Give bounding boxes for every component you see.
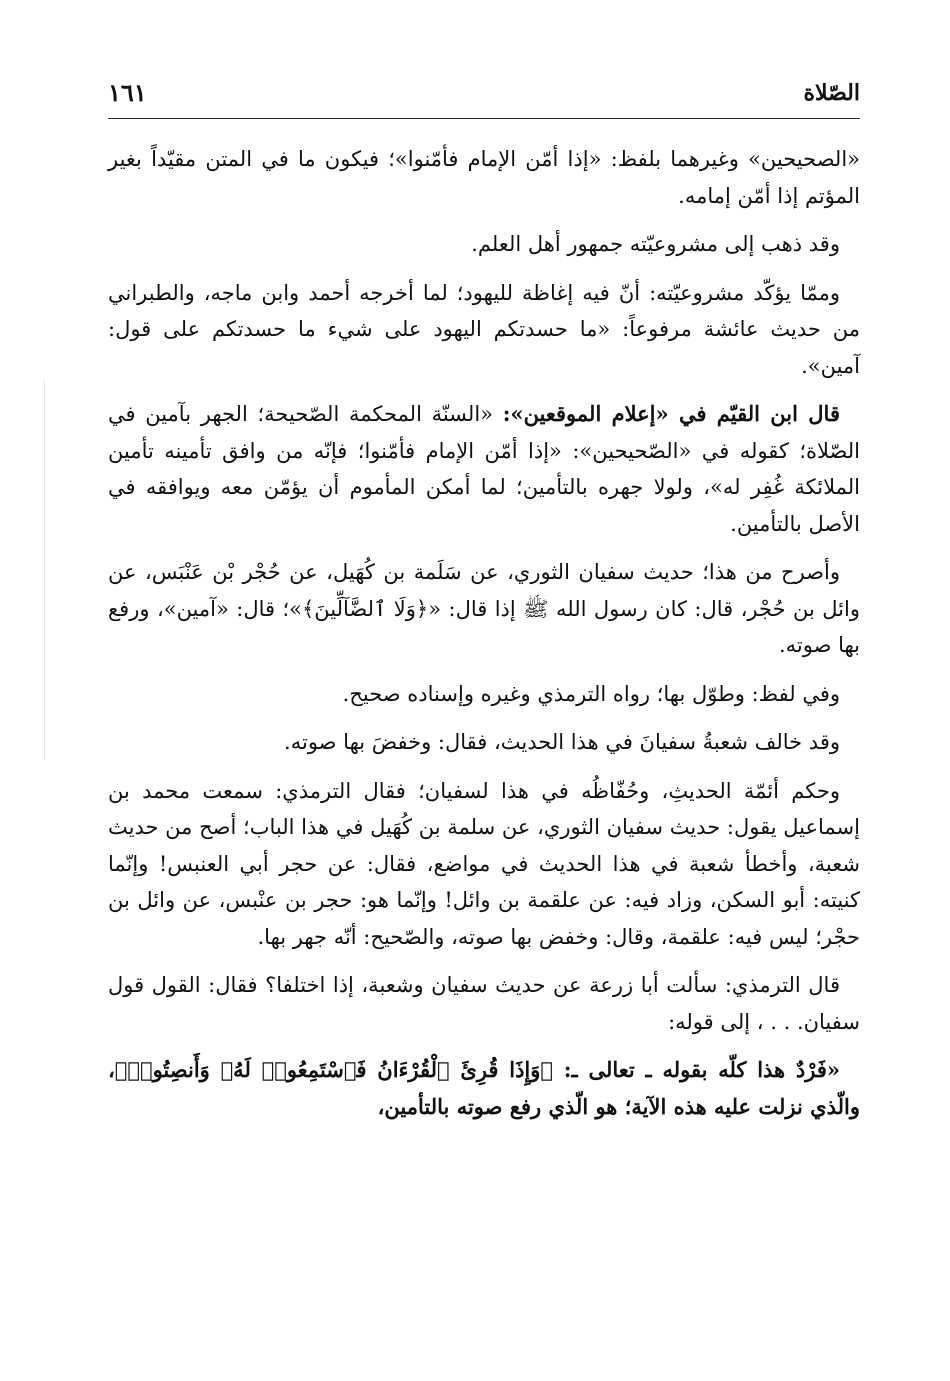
book-page: [108, 70, 860, 1360]
paragraph-text: وأصرح من هذا؛ حديث سفيان الثوري، عن سَلَمة بن كُهَيل، عن حُجْر بْن عَنْبَس، عن وائل بن حُجْر، قال: كان رسول الله ﷺ إذا قال: «﴿وَلَا ٱلضَّآلِّينَ﴾»؛ قال: «آمين»، ورفع بها صوته.: [108, 560, 860, 657]
paragraph: [108, 226, 860, 263]
paragraph-text: وقد ذهب إلى مشروعيّته جمهور أهل العلم.: [471, 232, 840, 256]
paragraph: [108, 724, 860, 761]
chapter-title: الصّلاة: [803, 80, 860, 106]
paragraph-text: وحكم أئمّة الحديثِ، وحُفّاظُه في هذا لسفيان؛ فقال الترمذي: سمعت محمد بن إسماعيل يقول: حديث سفيان الثوري، عن سلمة بن كُهَيل في هذا الباب؛ أصح من حديث شعبة، وأخطأ شعبة في هذا الحديث في مواضع، فقال: عن حجر أبي العنبس! وإنّما كنيته: أبو السكن، وزاد فيه: عن علقمة بن وائل! وإنّما هو: حجر بن عنْبس، عن وائل بن حجْر؛ ليس فيه: علقمة، وقال: وخفض بها صوته، والصّحيح: أنّه جهر بها.: [108, 778, 860, 949]
margin-crease-line: [44, 380, 45, 760]
paragraph: [108, 275, 860, 385]
paragraph-lead: قال ابن القيّم في «إعلام الموقعين»:: [502, 401, 840, 426]
paragraph-text: «الصحيحين» وغيرهما بلفظ: «إذا أمّن الإمام فأمّنوا»؛ فيكون ما في المتن مقيّداً بغير المؤتم إذا أمّن إمامه.: [108, 147, 860, 208]
paragraph: [108, 676, 860, 713]
paragraph: [108, 967, 860, 1040]
running-header: [108, 70, 860, 119]
paragraph: [108, 141, 860, 214]
paragraph-text: «فَرْدٌ هذا كلّه بقوله ـ تعالى ـ: ﴿وَإِذَا قُرِئَ ٱلْقُرْءَانُ فَٱسْتَمِعُوا۟ لَهُۥ وَأَنصِتُوا۟﴾، والّذي نزلت عليه هذه الآية؛ هو الّذي رفع صوته بالتأمين،: [108, 1057, 860, 1119]
paragraph: [108, 554, 860, 664]
paragraph-text: وممّا يؤكّد مشروعيّته: أنّ فيه إغاظة لليهود؛ لما أخرجه أحمد وابن ماجه، والطبراني من حديث عائشة مرفوعاً: «ما حسدتكم اليهود على شيء ما حسدتكم على قول: آمين».: [108, 280, 860, 378]
page-number: ١٦١: [108, 78, 147, 107]
paragraph-text: وقد خالف شعبةُ سفيانَ في هذا الحديث، فقال: وخفضَ بها صوته.: [284, 730, 840, 754]
paragraph: [108, 773, 860, 956]
paragraph: [108, 396, 860, 542]
paragraph: [108, 1052, 860, 1125]
paragraph-text: وفي لفظ: وطوّل بها؛ رواه الترمذي وغيره وإسناده صحيح.: [342, 681, 840, 706]
paragraph-text: قال الترمذي: سألت أبا زرعة عن حديث سفيان وشعبة، إذا اختلفا؟ فقال: القول قول سفيان. . . ، إلى قوله:: [108, 973, 860, 1034]
body-text: [108, 141, 860, 1125]
paragraph-text: «السنّة المحكمة الصّحيحة؛ الجهر بآمين في الصّلاة؛ كقوله في «الصّحيحين»: «إذا أمّن الإمام فأمّنوا؛ فإنّه من وافق تأمينه تأمين الملائكة غُفِر له»، ولولا جهره بالتأمين؛ لما أمكن المأموم أن يؤمّن معه ويوافقه في الأصل بالتأمين.: [108, 402, 860, 536]
